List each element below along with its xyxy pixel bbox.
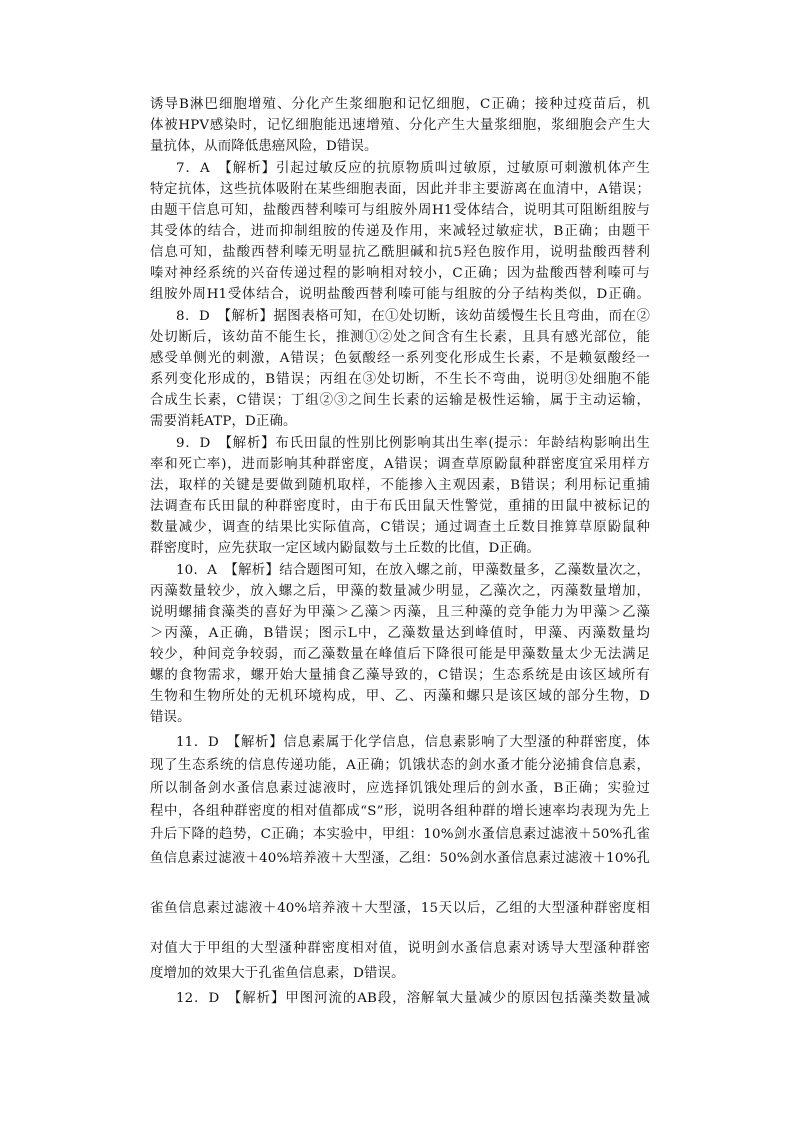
text-line: 螺的食物需求，螺开始大量捕食乙藻导致的，C错误；生态系统是由该区域所有 xyxy=(150,668,650,683)
text-line: 诱导B淋巴细胞增殖、分化产生浆细胞和记忆细胞，C正确；接种过疫苗后，机 xyxy=(150,97,650,112)
text-line: 体被HPV感染时，记忆细胞能迅速增殖、分化产生大量浆细胞，浆细胞会产生大 xyxy=(150,118,650,133)
text-line: 8．D 【解析】据图表格可知，在①处切断，该幼苗缓慢生长且弯曲，而在② xyxy=(176,309,650,324)
text-line: 率和死亡率)，进而影响其种群密度，A错误；调查草原鼢鼠种群密度宜采用样方 xyxy=(150,457,650,472)
text-line: 其受体的结合，进而抑制组胺的传递及作用，来减轻过敏症状，B正确；由题干 xyxy=(150,224,650,239)
text-line: 12．D 【解析】甲图河流的AB段，溶解氧大量减少的原因包括藻类数量减 xyxy=(176,991,650,1006)
text-line: 10．A 【解析】结合题图可知，在放入螺之前，甲藻数量多，乙藻数量次之， xyxy=(176,563,650,578)
text-line: 特定抗体，这些抗体吸附在某些细胞表面，因此并非主要游离在血清中，A错误； xyxy=(150,182,650,197)
text-line: 说明螺捕食藻类的喜好为甲藻＞乙藻＞丙藻，且三种藻的竞争能力为甲藻＞乙藻 xyxy=(150,605,650,620)
text-line: 错误。 xyxy=(150,710,191,725)
text-line: 11．D 【解析】信息素属于化学信息，信息素影响了大型溞的种群密度，体 xyxy=(176,735,650,750)
text-line: 丙藻数量较少，放入螺之后，甲藻的数量减少明显，乙藻次之，丙藻数量增加， xyxy=(150,584,650,599)
text-line: 9．D 【解析】布氏田鼠的性别比例影响其出生率(提示：年龄结构影响出生 xyxy=(176,436,650,451)
text-line: 信息可知，盐酸西替利嗪无明显抗乙酰胆碱和抗5羟色胺作用，说明盐酸西替利 xyxy=(150,245,650,260)
text-line: 对值大于甲组的大型溞种群密度相对值，说明剑水蚤信息素对诱导大型溞种群密 xyxy=(150,941,650,956)
text-line: 所以制备剑水蚤信息素过滤液时，应选择饥饿处理后的剑水蚤，B正确；实验过 xyxy=(150,781,650,796)
text-line: 数量减少，调查的结果比实际值高，C错误；通过调查土丘数目推算草原鼢鼠种 xyxy=(150,520,650,535)
text-line: 现了生态系统的信息传递功能，A正确；饥饿状态的剑水蚤才能分泌捕食信息素， xyxy=(150,758,650,773)
text-line: 度增加的效果大于孔雀鱼信息素，D错误。 xyxy=(150,966,405,981)
text-line: 量抗体，从而降低患癌风险，D错误。 xyxy=(150,139,378,154)
text-line: ＞丙藻，A正确，B错误；图示L中，乙藻数量达到峰值时，甲藻、丙藻数量均 xyxy=(150,626,650,641)
text-line: 处切断后，该幼苗不能生长，推测①②处之间含有生长素，且具有感光部位，能 xyxy=(150,330,650,345)
text-line: 法调查布氏田鼠的种群密度时，由于布氏田鼠天性警觉，重捕的田鼠中被标记的 xyxy=(150,499,650,514)
text-line: 系列变化形成的，B错误；丙组在③处切断，不生长不弯曲，说明③处细胞不能 xyxy=(150,372,650,387)
text-line: 鱼信息素过滤液＋40%培养液＋大型溞，乙组：50%剑水蚤信息素过滤液＋10%孔 xyxy=(150,851,650,866)
text-line: 组胺外周H1受体结合，说明盐酸西替利嗪可能与组胺的分子结构类似，D正确。 xyxy=(150,287,650,302)
text-line: 生物和生物所处的无机环境构成，甲、乙、丙藻和螺只是该区域的部分生物，D xyxy=(150,689,650,704)
text-line: 合成生长素，C错误；丁组②③之间生长素的运输是极性运输，属于主动运输， xyxy=(150,393,650,408)
text-line: 雀鱼信息素过滤液＋40%培养液＋大型溞，15天以后，乙组的大型溞种群密度相 xyxy=(150,901,650,916)
text-line: 法，取样的关键是要做到随机取样，不能掺入主观因素，B错误；利用标记重捕 xyxy=(150,478,650,493)
text-line: 需要消耗ATP，D正确。 xyxy=(150,414,297,429)
text-line: 7．A 【解析】引起过敏反应的抗原物质叫过敏原，过敏原可刺激机体产生 xyxy=(176,161,650,176)
text-line: 程中，各组种群密度的相对值都成“S”形，说明各组种群的增长速率均表现为先上 xyxy=(150,804,650,819)
text-line: 较少，种间竞争较弱，而乙藻数量在峰值后下降很可能是甲藻数量太少无法满足 xyxy=(150,647,650,662)
text-line: 群密度时，应先获取一定区域内鼢鼠数与土丘数的比值，D正确。 xyxy=(150,541,541,556)
text-line: 由题干信息可知，盐酸西替利嗪可与组胺外周H1受体结合，说明其可阻断组胺与 xyxy=(150,203,650,218)
text-line: 升后下降的趋势，C正确；本实验中，甲组：10%剑水蚤信息素过滤液＋50%孔雀 xyxy=(150,827,650,842)
text-line: 感受单侧光的刺激，A错误；色氨酸经一系列变化形成生长素，不是赖氨酸经一 xyxy=(150,351,650,366)
text-line: 嗪对神经系统的兴奋传递过程的影响相对较小，C正确；因为盐酸西替利嗪可与 xyxy=(150,266,650,281)
